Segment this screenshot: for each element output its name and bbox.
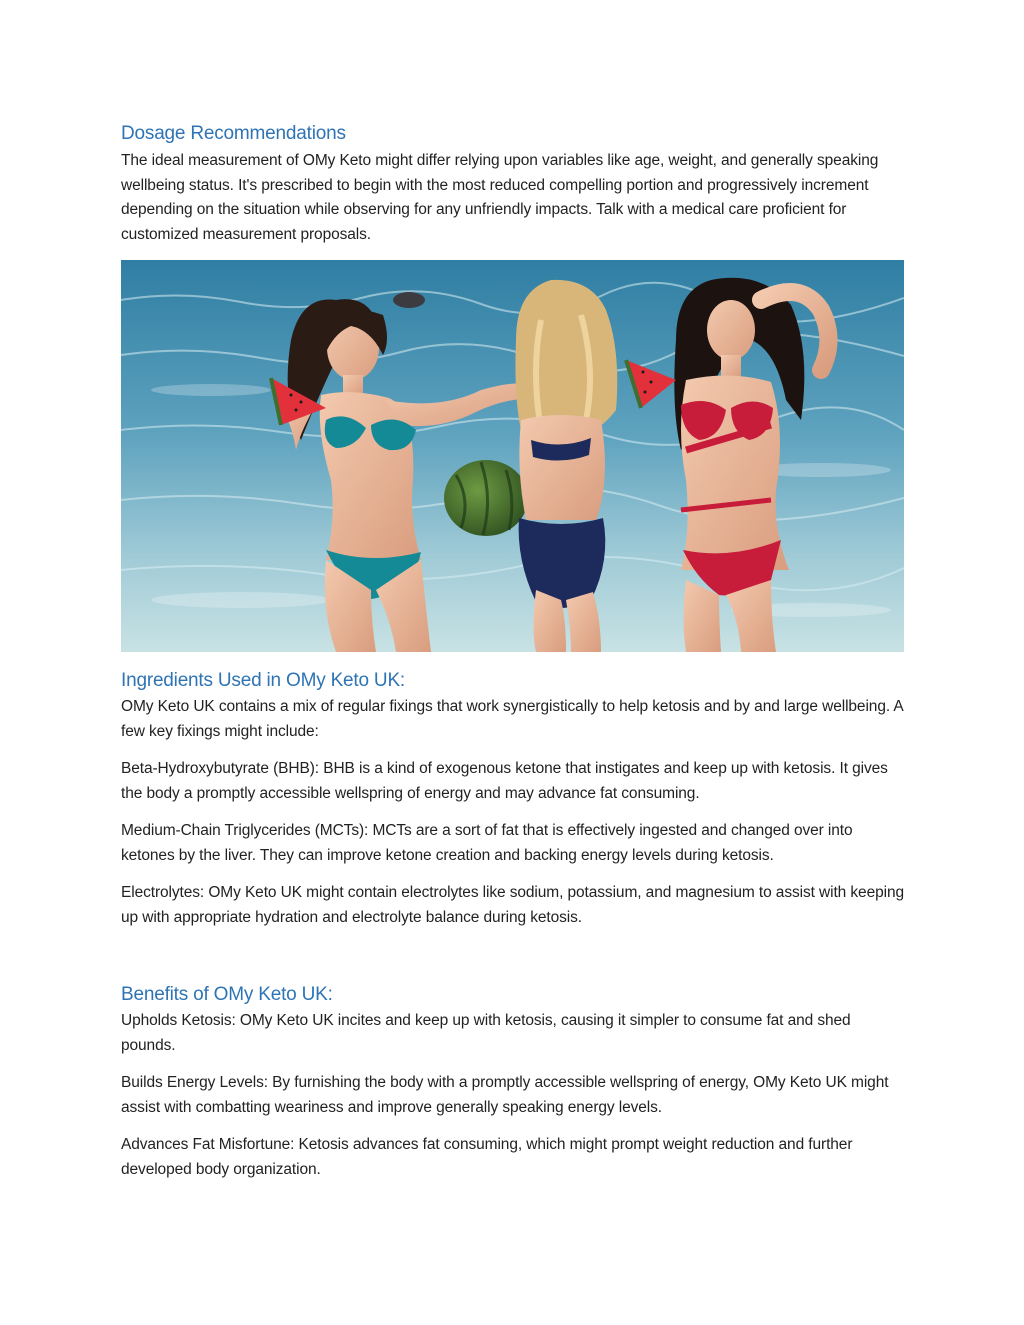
hero-photo [121, 260, 904, 652]
benefit-item-energy: Builds Energy Levels: By furnishing the body with a promptly accessible wellspring of energy, OMy Keto UK might assist with combatting weariness and improve generally speaking energy levels. [121, 1074, 889, 1116]
benefits-heading: Benefits of OMy Keto UK: [121, 984, 333, 1005]
ingredient-item-bhb: Beta-Hydroxybutyrate (BHB): BHB is a kind of exogenous ketone that instigates and keep up with ketosis. It gives the body a promptly accessible wellspring of energy and may advance fat consuming. [121, 760, 888, 802]
ingredients-heading: Ingredients Used in OMy Keto UK: [121, 670, 406, 691]
ingredients-intro: OMy Keto UK contains a mix of regular fixings that work synergistically to help ketosis and by and large wellbeing. A few key fixings might include: [121, 698, 903, 740]
benefit-item-fat-loss: Advances Fat Misfortune: Ketosis advances fat consuming, which might prompt weight reduction and further developed body organization. [121, 1136, 853, 1178]
dosage-heading: Dosage Recommendations [121, 123, 346, 144]
ingredient-item-mct: Medium-Chain Triglycerides (MCTs): MCTs are a sort of fat that is effectively ingested and changed over into ketones by the liver. They can improve ketone creation and backing energy levels during ketosis. [121, 822, 853, 864]
ingredient-item-electrolytes: Electrolytes: OMy Keto UK might contain electrolytes like sodium, potassium, and magnesium to assist with keeping up with appropriate hydration and electrolyte balance during ketosis. [121, 884, 904, 926]
dosage-paragraph: The ideal measurement of OMy Keto might differ relying upon variables like age, weight, and generally speaking wellbeing status. It's prescribed to begin with the most reduced compelling portion and progressively increment depending on the situation while observing for any unfriendly impacts. Talk with a medical care proficient for customized measurement proposals. [121, 152, 879, 243]
benefit-item-ketosis: Upholds Ketosis: OMy Keto UK incites and keep up with ketosis, causing it simpler to consume fat and shed pounds. [121, 1012, 851, 1054]
